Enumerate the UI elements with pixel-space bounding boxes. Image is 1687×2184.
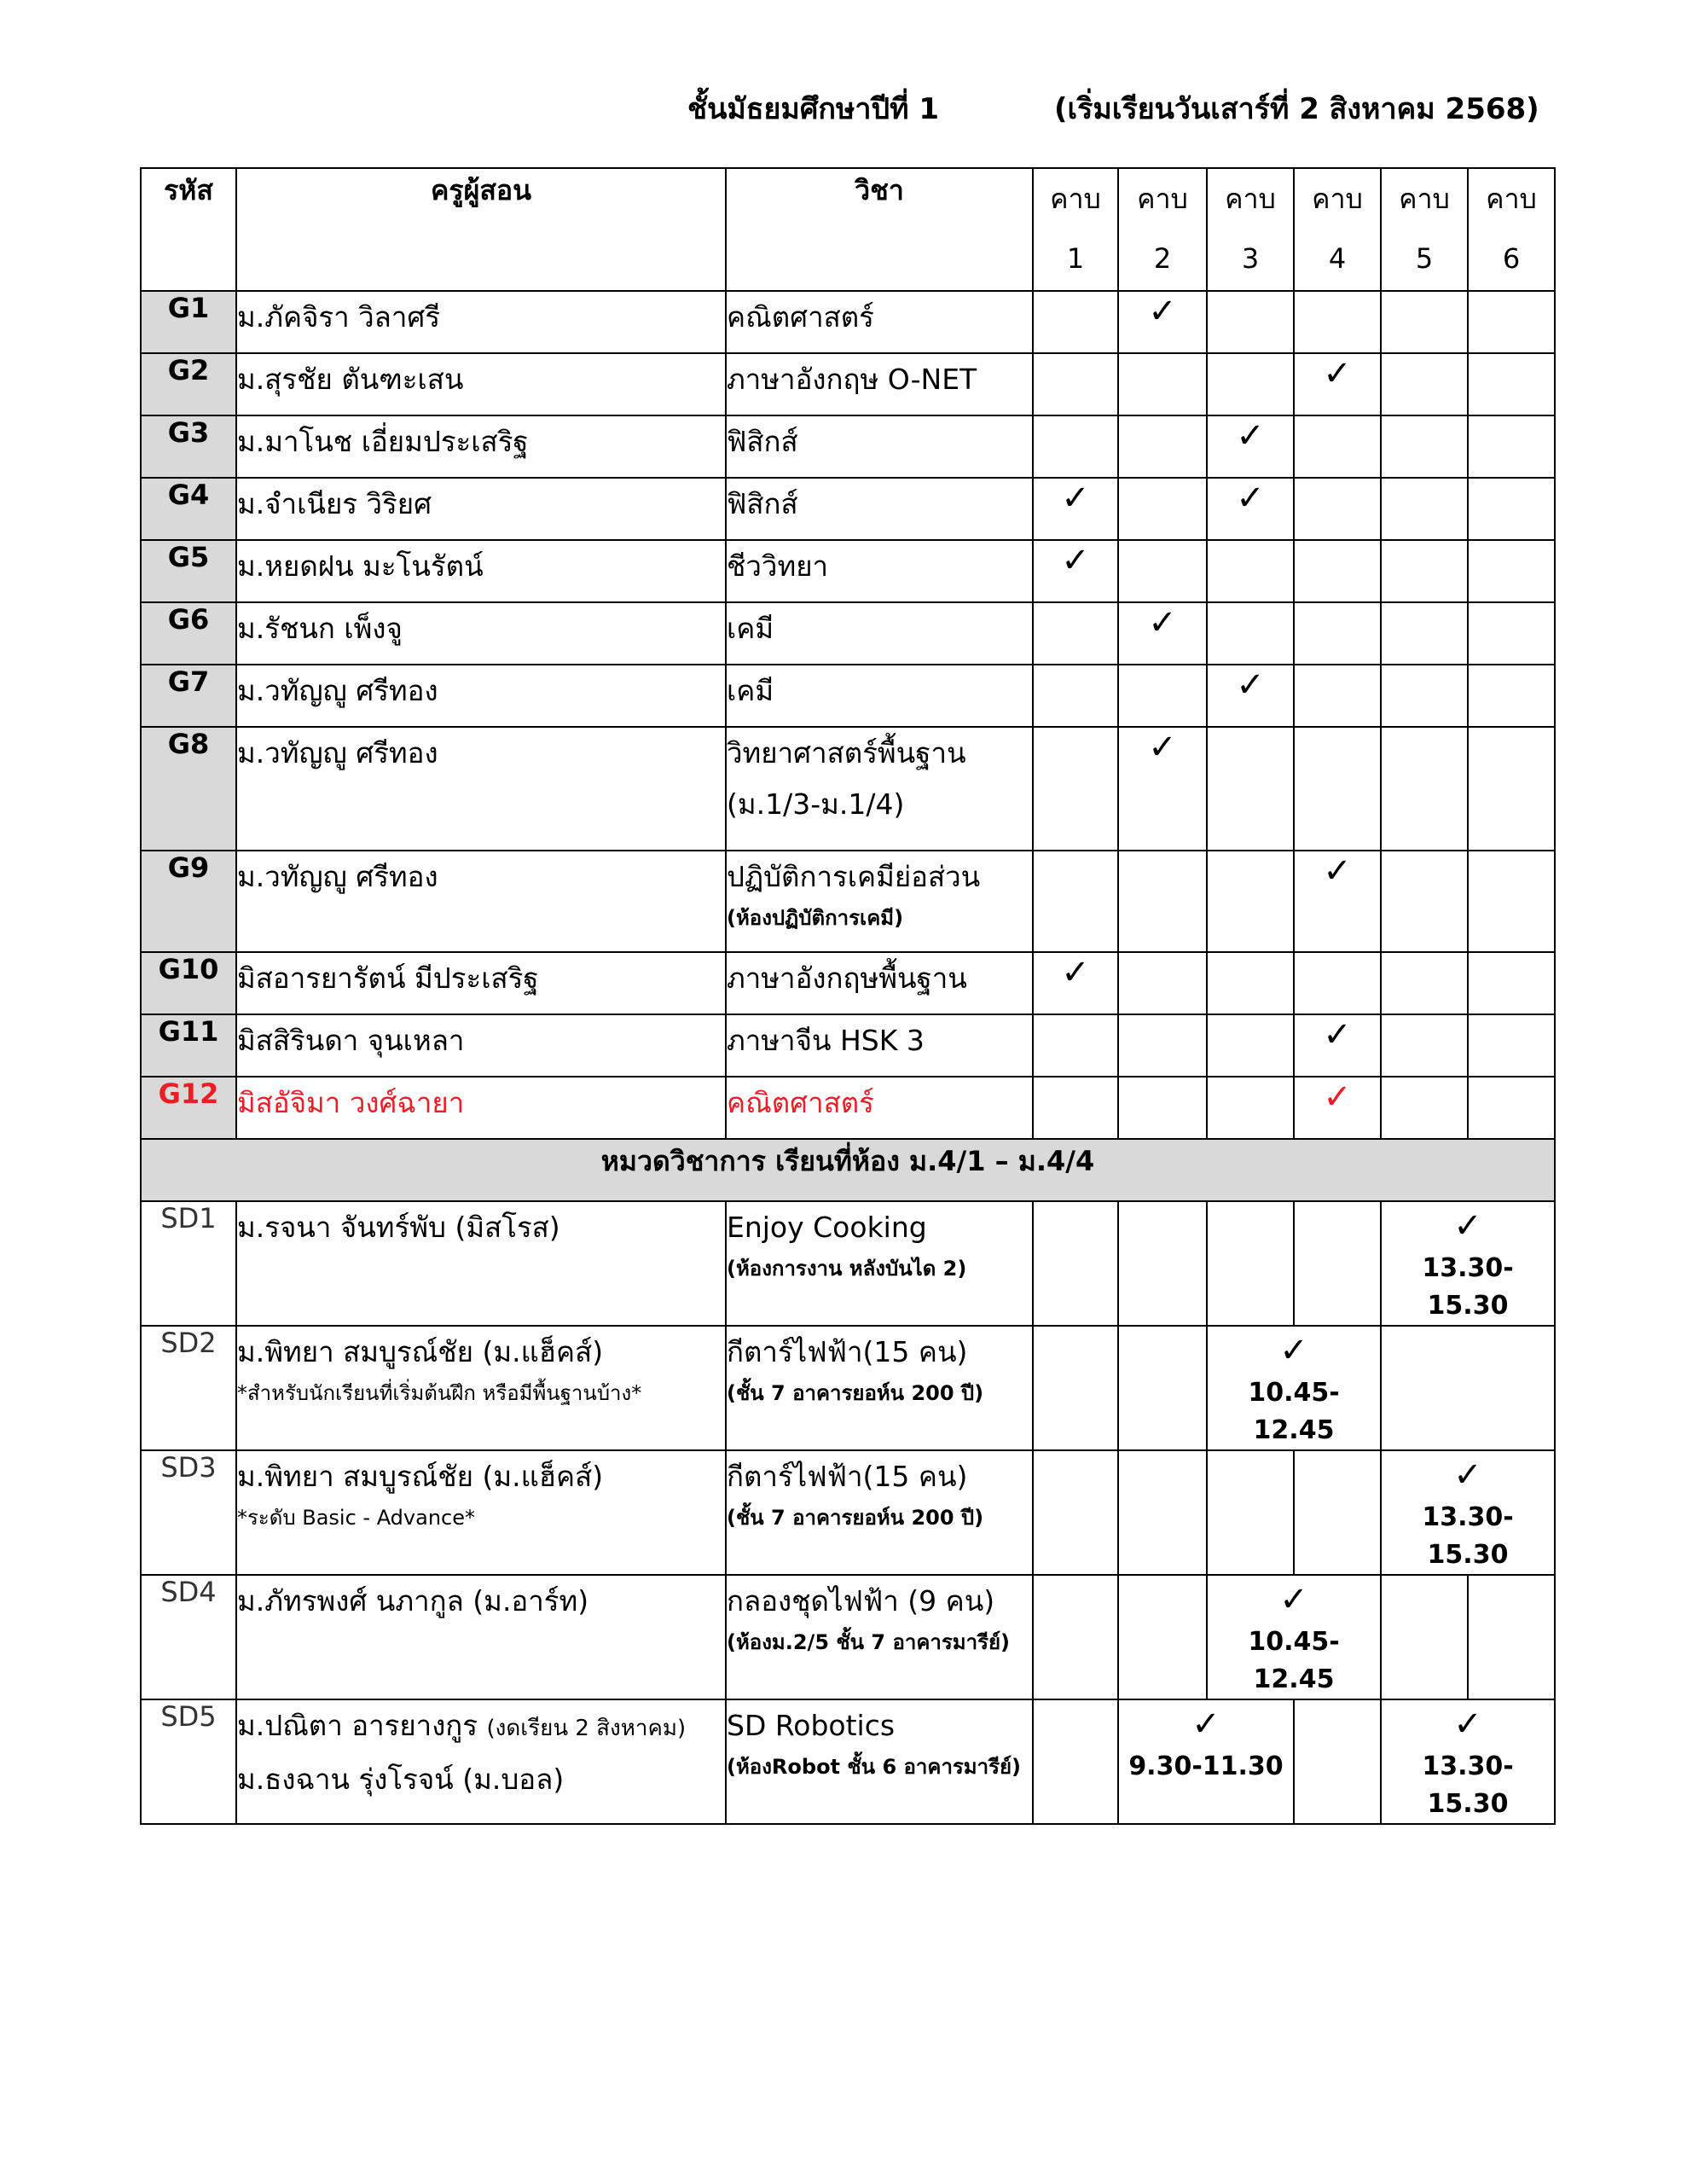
period-cell bbox=[1381, 478, 1468, 540]
period-cell bbox=[1294, 665, 1381, 727]
period-cell bbox=[1294, 1699, 1381, 1824]
teacher-name: ม.พิทยา สมบูรณ์ชัย (ม.แฮ็คส์) bbox=[237, 1335, 604, 1368]
period-cell bbox=[1381, 727, 1468, 851]
teacher-name: ม.มาโนช เอี่ยมประเสริฐ bbox=[236, 415, 726, 478]
checkmark-icon: ✓ bbox=[1191, 1705, 1220, 1744]
period-cell bbox=[1118, 1014, 1207, 1077]
table-row bbox=[141, 1699, 1555, 1824]
period-cell bbox=[1468, 353, 1555, 415]
table-row bbox=[141, 1077, 1555, 1139]
period-cell bbox=[1118, 1575, 1207, 1699]
period-cell bbox=[1468, 478, 1555, 540]
time-slot bbox=[1381, 1201, 1555, 1326]
teacher-name: ม.ปณิตา อารยางกูร bbox=[237, 1709, 478, 1742]
time-range: 10.45-12.45 bbox=[1248, 1378, 1340, 1445]
course-code: G3 bbox=[141, 415, 236, 478]
period-cell bbox=[1033, 1575, 1118, 1699]
subject-name: เคมี bbox=[726, 602, 1033, 665]
teacher-name: ม.สุรชัย ตันฑะเสน bbox=[236, 353, 726, 415]
col-period-5-header: คาบ 5 bbox=[1381, 168, 1468, 291]
header-row bbox=[141, 168, 1555, 291]
teacher-cell bbox=[236, 1699, 726, 1824]
course-code: G7 bbox=[141, 665, 236, 727]
period-cell bbox=[1294, 727, 1381, 851]
teacher-name: ม.ภัทรพงศ์ นภากูล (ม.อาร์ท) bbox=[236, 1575, 726, 1699]
subject-cell bbox=[726, 727, 1033, 851]
subject-note: (ห้องม.2/5 ชั้น 7 อาคารมารีย์) bbox=[727, 1630, 1011, 1654]
subject-name: ฟิสิกส์ bbox=[726, 478, 1033, 540]
period-cell bbox=[1468, 1077, 1555, 1139]
teacher-name: ม.วทัญญู ศรีทอง bbox=[236, 851, 726, 952]
period-cell bbox=[1468, 291, 1555, 353]
subject-note: (ม.1/3-ม.1/4) bbox=[727, 787, 905, 821]
teacher-cell bbox=[236, 1326, 726, 1450]
checkmark-icon: ✓ bbox=[1453, 1705, 1482, 1744]
course-code: SD2 bbox=[141, 1326, 236, 1450]
period-cell bbox=[1207, 1077, 1294, 1139]
period-cell bbox=[1207, 291, 1294, 353]
section-row bbox=[141, 1139, 1555, 1201]
teacher-name: ม.ภัคจิรา วิลาศรี bbox=[236, 291, 726, 353]
period-cell bbox=[1294, 1201, 1381, 1326]
period-cell bbox=[1381, 353, 1468, 415]
teacher-note: *ระดับ Basic - Advance* bbox=[237, 1506, 475, 1530]
time-range: 10.45-12.45 bbox=[1248, 1627, 1340, 1694]
table-row bbox=[141, 1201, 1555, 1326]
period-cell bbox=[1468, 952, 1555, 1014]
period-cell bbox=[1033, 353, 1118, 415]
period-cell bbox=[1118, 478, 1207, 540]
course-code: G12 bbox=[141, 1077, 236, 1139]
time-slot bbox=[1118, 1699, 1294, 1824]
subject-note: (ห้องปฏิบัติการเคมี) bbox=[727, 906, 904, 930]
subject-name: กีตาร์ไฟฟ้า(15 คน) bbox=[727, 1460, 968, 1493]
period-cell bbox=[1468, 415, 1555, 478]
period-cell bbox=[1118, 952, 1207, 1014]
period-cell bbox=[1033, 602, 1118, 665]
checkmark-icon: ✓ bbox=[1453, 1455, 1482, 1495]
table-row bbox=[141, 665, 1555, 727]
table-row bbox=[141, 353, 1555, 415]
teacher-name: มิสสิรินดา จุนเหลา bbox=[236, 1014, 726, 1077]
subject-name: กลองชุดไฟฟ้า (9 คน) bbox=[727, 1584, 995, 1618]
period-cell bbox=[1033, 665, 1118, 727]
course-code: G8 bbox=[141, 727, 236, 851]
course-code: G9 bbox=[141, 851, 236, 952]
subject-cell bbox=[726, 1699, 1033, 1824]
checkmark-icon: ✓ bbox=[1294, 1077, 1381, 1139]
section-title: หมวดวิชาการ เรียนที่ห้อง ม.4/1 – ม.4/4 bbox=[141, 1139, 1555, 1201]
subject-note: (ชั้น 7 อาคารยอห์น 200 ปี) bbox=[727, 1506, 984, 1530]
period-cell bbox=[1033, 1326, 1118, 1450]
period-cell bbox=[1381, 952, 1468, 1014]
time-range: 13.30-15.30 bbox=[1422, 1502, 1514, 1570]
col-period-2-header: คาบ 2 bbox=[1118, 168, 1207, 291]
subject-name: ฟิสิกส์ bbox=[726, 415, 1033, 478]
teacher-name: ม.วทัญญู ศรีทอง bbox=[236, 665, 726, 727]
course-code: G1 bbox=[141, 291, 236, 353]
subject-name: SD Robotics bbox=[727, 1709, 896, 1742]
period-cell bbox=[1033, 1699, 1118, 1824]
period-cell bbox=[1381, 602, 1468, 665]
teacher-name: มิสอัจิมา วงศ์ฉายา bbox=[236, 1077, 726, 1139]
period-cell bbox=[1033, 1077, 1118, 1139]
checkmark-icon: ✓ bbox=[1118, 727, 1207, 851]
period-cell bbox=[1468, 727, 1555, 851]
subject-cell bbox=[726, 851, 1033, 952]
course-code: G6 bbox=[141, 602, 236, 665]
table-row bbox=[141, 1326, 1555, 1450]
subject-note: (ชั้น 7 อาคารยอห์น 200 ปี) bbox=[727, 1381, 984, 1405]
teacher-name: ม.วทัญญู ศรีทอง bbox=[236, 727, 726, 851]
period-cell bbox=[1033, 291, 1118, 353]
subject-name: ภาษาจีน HSK 3 bbox=[726, 1014, 1033, 1077]
subject-name: ปฏิบัติการเคมีย่อส่วน bbox=[727, 860, 981, 893]
table-row bbox=[141, 1450, 1555, 1575]
period-cell bbox=[1468, 851, 1555, 952]
col-period-4-header: คาบ 4 bbox=[1294, 168, 1381, 291]
checkmark-icon: ✓ bbox=[1118, 602, 1207, 665]
period-cell bbox=[1118, 1326, 1207, 1450]
col-period-3-header: คาบ 3 bbox=[1207, 168, 1294, 291]
subject-cell bbox=[726, 1201, 1033, 1326]
period-cell bbox=[1468, 1575, 1555, 1699]
col-period-6-header: คาบ 6 bbox=[1468, 168, 1555, 291]
teacher-name: ม.รัชนก เพ็งจู bbox=[236, 602, 726, 665]
teacher-cell bbox=[236, 1450, 726, 1575]
period-cell bbox=[1207, 1014, 1294, 1077]
teacher-name: ม.รจนา จันทร์พับ (มิสโรส) bbox=[236, 1201, 726, 1326]
period-cell bbox=[1207, 353, 1294, 415]
subject-note: (ห้องRobot ชั้น 6 อาคารมารีย์) bbox=[727, 1755, 1022, 1779]
course-code: G2 bbox=[141, 353, 236, 415]
checkmark-icon: ✓ bbox=[1294, 851, 1381, 952]
period-cell bbox=[1468, 1014, 1555, 1077]
time-range: 13.30-15.30 bbox=[1422, 1253, 1514, 1321]
grade-title: ชั้นมัธยมศึกษาปีที่ 1 bbox=[687, 92, 939, 126]
table-row bbox=[141, 602, 1555, 665]
period-cell bbox=[1468, 665, 1555, 727]
course-code: SD5 bbox=[141, 1699, 236, 1824]
period-cell bbox=[1207, 602, 1294, 665]
table-row bbox=[141, 1014, 1555, 1077]
time-range: 9.30-11.30 bbox=[1128, 1751, 1284, 1781]
table-row bbox=[141, 291, 1555, 353]
period-cell bbox=[1033, 415, 1118, 478]
time-range: 13.30-15.30 bbox=[1422, 1751, 1514, 1819]
subject-name: เคมี bbox=[726, 665, 1033, 727]
teacher-name: ม.พิทยา สมบูรณ์ชัย (ม.แฮ็คส์) bbox=[237, 1460, 604, 1493]
course-code: SD1 bbox=[141, 1201, 236, 1326]
time-slot bbox=[1207, 1326, 1381, 1450]
checkmark-icon: ✓ bbox=[1207, 665, 1294, 727]
period-cell bbox=[1381, 540, 1468, 602]
checkmark-icon: ✓ bbox=[1294, 353, 1381, 415]
table-row bbox=[141, 1575, 1555, 1699]
subject-name: ภาษาอังกฤษพื้นฐาน bbox=[726, 952, 1033, 1014]
checkmark-icon: ✓ bbox=[1207, 415, 1294, 478]
period-cell bbox=[1468, 540, 1555, 602]
period-cell bbox=[1118, 1201, 1207, 1326]
subject-cell bbox=[726, 1450, 1033, 1575]
period-cell bbox=[1294, 291, 1381, 353]
subject-name: ภาษาอังกฤษ O-NET bbox=[726, 353, 1033, 415]
checkmark-icon: ✓ bbox=[1118, 291, 1207, 353]
teacher-name: ม.จำเนียร วิริยศ bbox=[236, 478, 726, 540]
period-cell bbox=[1118, 1077, 1207, 1139]
period-cell bbox=[1118, 415, 1207, 478]
schedule-table bbox=[140, 167, 1556, 1825]
col-period-1-header: คาบ 1 bbox=[1033, 168, 1118, 291]
teacher-note: *สำหรับนักเรียนที่เริ่มต้นฝึก หรือมีพื้นฐานบ้าง* bbox=[237, 1381, 642, 1405]
subject-cell bbox=[726, 1575, 1033, 1699]
subject-note: (ห้องการงาน หลังบันได 2) bbox=[727, 1257, 967, 1281]
period-cell bbox=[1033, 727, 1118, 851]
period-cell bbox=[1033, 851, 1118, 952]
subject-name: Enjoy Cooking bbox=[727, 1211, 927, 1244]
course-code: SD4 bbox=[141, 1575, 236, 1699]
checkmark-icon: ✓ bbox=[1279, 1331, 1308, 1370]
subject-cell bbox=[726, 1326, 1033, 1450]
table-row bbox=[141, 415, 1555, 478]
subject-name: คณิตศาสตร์ bbox=[726, 1077, 1033, 1139]
table-row bbox=[141, 727, 1555, 851]
period-cell bbox=[1381, 1575, 1468, 1699]
period-cell bbox=[1381, 851, 1468, 952]
period-cell bbox=[1207, 540, 1294, 602]
course-code: G5 bbox=[141, 540, 236, 602]
period-cell bbox=[1468, 602, 1555, 665]
period-cell bbox=[1381, 291, 1468, 353]
period-cell bbox=[1033, 1014, 1118, 1077]
subject-name: ชีววิทยา bbox=[726, 540, 1033, 602]
period-cell bbox=[1294, 952, 1381, 1014]
course-code: G10 bbox=[141, 952, 236, 1014]
checkmark-icon: ✓ bbox=[1207, 478, 1294, 540]
period-cell bbox=[1207, 727, 1294, 851]
col-code-header: รหัส bbox=[141, 168, 236, 291]
period-cell bbox=[1207, 851, 1294, 952]
start-date-note: (เริ่มเรียนวันเสาร์ที่ 2 สิงหาคม 2568) bbox=[1054, 92, 1539, 126]
course-code: G11 bbox=[141, 1014, 236, 1077]
period-cell bbox=[1381, 1014, 1468, 1077]
table-row bbox=[141, 540, 1555, 602]
period-cell bbox=[1207, 1450, 1294, 1575]
period-cell bbox=[1118, 1450, 1207, 1575]
period-cell bbox=[1294, 1450, 1381, 1575]
table-row bbox=[141, 952, 1555, 1014]
checkmark-icon: ✓ bbox=[1033, 540, 1118, 602]
subject-name: กีตาร์ไฟฟ้า(15 คน) bbox=[727, 1335, 968, 1368]
period-cell bbox=[1118, 851, 1207, 952]
period-cell bbox=[1207, 1201, 1294, 1326]
teacher-name: มิสอารยารัตน์ มีประเสริฐ bbox=[236, 952, 726, 1014]
col-subject-header: วิชา bbox=[726, 168, 1033, 291]
checkmark-icon: ✓ bbox=[1294, 1014, 1381, 1077]
table-row bbox=[141, 478, 1555, 540]
period-cell bbox=[1381, 1326, 1555, 1450]
time-slot bbox=[1207, 1575, 1381, 1699]
period-cell bbox=[1294, 540, 1381, 602]
checkmark-icon: ✓ bbox=[1453, 1206, 1482, 1246]
page-header bbox=[0, 85, 1687, 136]
course-code: SD3 bbox=[141, 1450, 236, 1575]
period-cell bbox=[1118, 540, 1207, 602]
teacher-note: (งดเรียน 2 สิงหาคม) bbox=[486, 1716, 687, 1741]
period-cell bbox=[1381, 665, 1468, 727]
period-cell bbox=[1118, 665, 1207, 727]
time-slot bbox=[1381, 1450, 1555, 1575]
checkmark-icon: ✓ bbox=[1033, 952, 1118, 1014]
period-cell bbox=[1381, 415, 1468, 478]
period-cell bbox=[1033, 1450, 1118, 1575]
subject-name: คณิตศาสตร์ bbox=[726, 291, 1033, 353]
period-cell bbox=[1118, 353, 1207, 415]
checkmark-icon: ✓ bbox=[1279, 1580, 1308, 1619]
col-teacher-header: ครูผู้สอน bbox=[236, 168, 726, 291]
checkmark-icon: ✓ bbox=[1033, 478, 1118, 540]
time-slot bbox=[1381, 1699, 1555, 1824]
period-cell bbox=[1294, 602, 1381, 665]
period-cell bbox=[1294, 478, 1381, 540]
period-cell bbox=[1381, 1077, 1468, 1139]
teacher-name-2: ม.ธงฉาน รุ่งโรจน์ (ม.บอล) bbox=[237, 1763, 565, 1796]
period-cell bbox=[1294, 415, 1381, 478]
subject-name: วิทยาศาสตร์พื้นฐาน bbox=[727, 736, 966, 770]
teacher-name: ม.หยดฝน มะโนรัตน์ bbox=[236, 540, 726, 602]
period-cell bbox=[1207, 952, 1294, 1014]
course-code: G4 bbox=[141, 478, 236, 540]
period-cell bbox=[1033, 1201, 1118, 1326]
table-row bbox=[141, 851, 1555, 952]
